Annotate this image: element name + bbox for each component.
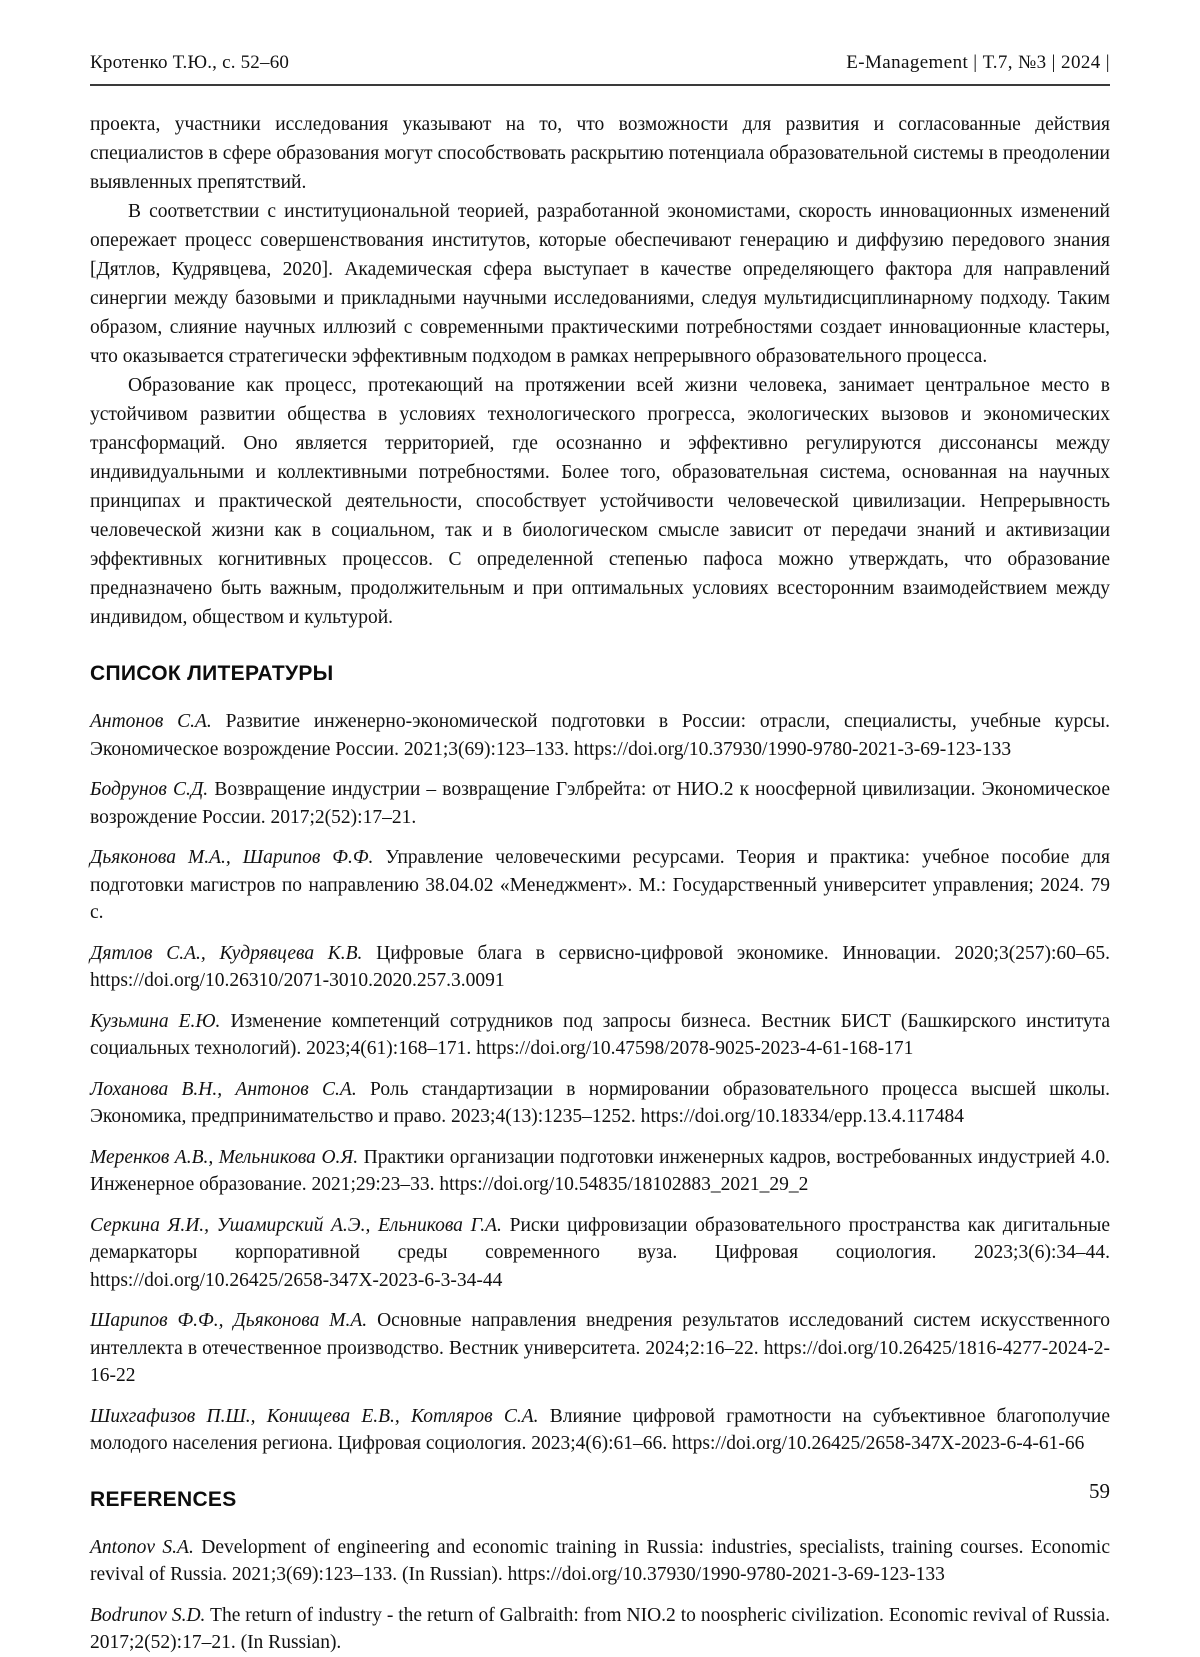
reference-text: Изменение компетенций сотрудников под запросы бизнеса. Вестник БИСТ (Башкирского института социальных технологий). 2023;4(61):168–171. https://doi.org/10.47598/2078-9025-2023-4-61-168-171 <box>90 1010 1111 1059</box>
reference-authors: Лоханова В.Н., Антонов С.А. <box>90 1078 357 1100</box>
reference-item <box>90 1076 1110 1131</box>
reference-item <box>90 940 1110 995</box>
reference-item <box>90 1144 1110 1199</box>
reference-item <box>90 776 1110 831</box>
references-en-list <box>90 1534 1110 1657</box>
body-paragraph: проекта, участники исследования указывают на то, что возможности для развития и согласованные действия специалистов в сфере образования могут способствовать раскрытию потенциала образовательной системы в преодолении выявленных препятствий. <box>90 114 1110 193</box>
reference-text: Роль стандартизации в нормировании образовательного процесса высшей школы. Экономика, предпринимательство и право. 2023;4(13):1235–1252. https://doi.org/10.18334/epp.13.4.117484 <box>90 1078 1111 1127</box>
reference-text: Развитие инженерно-экономической подготовки в России: отрасли, специалисты, учебные курсы. Экономическое возрождение России. 2021;3(69):123–133. https://doi.org/10.37930/1990-9780-2021-3-69-123-133 <box>90 711 1110 760</box>
reference-text: Возвращение индустрии – возвращение Гэлбрейта: от НИО.2 к ноосферной цивилизации. Экономическое возрождение России. 2017;2(52):17–21. <box>90 779 1111 828</box>
running-header-journal-info: E-Management | Т.7, №3 | 2024 | <box>846 52 1110 73</box>
reference-authors: Шарипов Ф.Ф., Дьяконова М.А. <box>90 1310 368 1331</box>
reference-authors: Bodrunov S.D. <box>90 1604 206 1626</box>
reference-text: Практики организации подготовки инженерных кадров, востребованных индустрией 4.0. Инженерное образование. 2021;29:23–33. https://doi.org/10.54835/18102883_2021_29_2 <box>90 1146 1111 1195</box>
references-ru-list <box>90 708 1110 1458</box>
references-en-heading: REFERENCES <box>90 1487 237 1511</box>
reference-authors: Дьяконова М.А., Шарипов Ф.Ф. <box>90 847 374 868</box>
reference-item <box>90 1212 1110 1295</box>
running-header <box>90 52 1110 86</box>
body-paragraph: Образование как процесс, протекающий на протяжении всей жизни человека, занимает центральное место в устойчивом развитии общества в условиях технологического прогресса, экологических вызовов и экономических трансформаций. Оно является территорией, где осознанно и эффективно регулируются диссонансы между индивидуальными и коллективными потребностями. Более того, образовательная система, основанная на научных принципах и практической деятельности, способствует устойчивости человеческой цивилизации. Непрерывность человеческой жизни как в социальном, так и в биологическом смысле зависит от передачи знаний и активизации эффективных когнитивных процессов. С определенной степенью пафоса можно утверждать, что образование предназначено быть важным, продолжительным и при оптимальных условиях всесторонним взаимодействием между индивидом, обществом и культурой. <box>90 375 1110 628</box>
reference-item <box>90 1307 1110 1390</box>
reference-text: Development of engineering and economic training in Russia: industries, specialists, training courses. Economic revival of Russia. 2021;3(69):123–133. (In Russian). https://doi.org/10.37930/1990-9780-2021-3-69-123-133 <box>90 1536 1110 1585</box>
reference-item <box>90 1008 1110 1063</box>
reference-item <box>90 1602 1110 1657</box>
reference-authors: Серкина Я.И., Ушамирский А.Э., Ельникова Г.А. <box>90 1214 502 1236</box>
reference-authors: Шихгафизов П.Ш., Конищева Е.В., Котляров С.А. <box>90 1405 539 1427</box>
reference-item <box>90 1534 1110 1589</box>
reference-text: Риски цифровизации образовательного пространства как дигитальные демаркаторы корпоративной среды современного вуза. Цифровая социология. 2023;3(6):34–44. https://doi.org/10.26425/2658-347X-2023-6-3-34-44 <box>90 1214 1110 1291</box>
page-content <box>90 110 1110 1657</box>
references-ru-heading: СПИСОК ЛИТЕРАТУРЫ <box>90 662 334 685</box>
reference-authors: Меренков А.В., Мельникова О.Я. <box>90 1146 359 1168</box>
reference-authors: Бодрунов С.Д. <box>90 779 209 800</box>
body-paragraph: В соответствии с институциональной теорией, разработанной экономистами, скорость инновационных изменений опережает процесс совершенствования институтов, которые обеспечивают генерацию и диффузию передового знания [Дятлов, Кудрявцева, 2020]. Академическая сфера выступает в качестве определяющего фактора для направлений синергии между базовыми и прикладными научными исследованиями, следуя мультидисциплинарному подходу. Таким образом, слияние научных иллюзий с современными практическими потребностями создает инновационные кластеры, что оказывается стратегически эффективным подходом в рамках непрерывного образовательного процесса. <box>90 201 1110 367</box>
running-header-author-pages: Кротенко Т.Ю., с. 52–60 <box>90 52 290 73</box>
reference-item <box>90 708 1110 763</box>
reference-authors: Дятлов С.А., Кудрявцева К.В. <box>90 942 363 964</box>
reference-authors: Antonov S.A. <box>90 1536 194 1558</box>
reference-authors: Кузьмина Е.Ю. <box>90 1010 221 1032</box>
reference-text: The return of industry - the return of Galbraith: from NIO.2 to noospheric civilization. Economic revival of Russia. 2017;2(52):17–21. (In Russian). <box>90 1604 1110 1653</box>
page-number: 59 <box>1089 1479 1110 1503</box>
reference-text: Влияние цифровой грамотности на субъективное благополучие молодого населения региона. Цифровая социология. 2023;4(6):61–66. https://doi.org/10.26425/2658-347X-2023-6-4-61-66 <box>90 1405 1111 1454</box>
reference-text: Цифровые блага в сервисно-цифровой экономике. Инновации. 2020;3(257):60–65. https://doi.org/10.26310/2071-3010.2020.257.3.0091 <box>90 942 1111 991</box>
reference-item <box>90 1403 1110 1458</box>
reference-item <box>90 844 1110 927</box>
reference-text: Управление человеческими ресурсами. Теория и практика: учебное пособие для подготовки магистров по направлению 38.04.02 «Менеджмент». М.: Государственный университет управления; 2024. 79 с. <box>90 847 1110 923</box>
reference-authors: Антонов С.А. <box>90 711 212 732</box>
reference-text: Основные направления внедрения результатов исследований систем искусственного интеллекта в отечественное производство. Вестник университета. 2024;2:16–22. https://doi.org/10.26425/1816-4277-2024-2-16-22 <box>90 1310 1111 1386</box>
